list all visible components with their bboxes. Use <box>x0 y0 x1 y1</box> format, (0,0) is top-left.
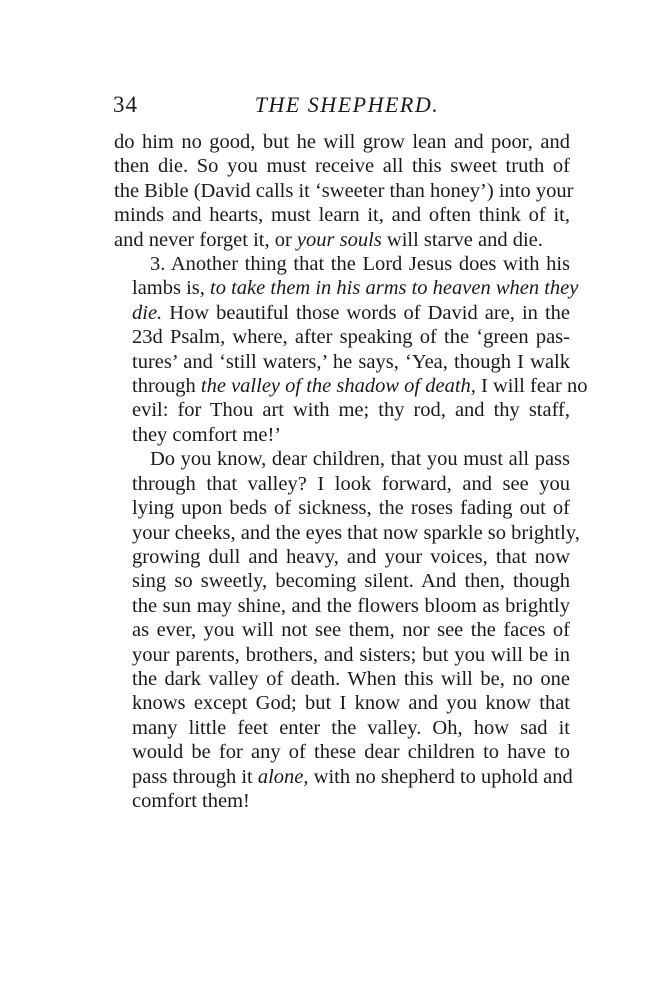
text-run: your cheeks, and the eyes that now sparkle so brightly, <box>132 521 580 544</box>
italic-text: the valley of the shadow of death, <box>200 375 476 398</box>
text-line <box>114 691 570 715</box>
text-run: as ever, you will not see them, nor see the faces of <box>132 619 570 642</box>
text-line <box>114 618 570 642</box>
text-run: lambs is, <box>132 277 211 300</box>
body-text <box>114 130 588 813</box>
text-line <box>114 643 570 667</box>
text-line <box>114 350 570 374</box>
text-run: the dark valley of death. When this will be, no one <box>132 667 570 690</box>
text-line <box>114 154 570 178</box>
text-run: do him no good, but he will grow lean and poor, and <box>114 131 570 153</box>
text-run: with no shepherd to uphold and <box>308 765 573 788</box>
text-line <box>114 716 570 740</box>
text-run: the sun may shine, and the flowers bloom as brightly <box>132 594 570 617</box>
text-run: comfort them! <box>132 789 250 812</box>
text-run: knows except God; but I know and you know that <box>132 692 570 715</box>
text-line <box>114 789 570 813</box>
running-title: THE SHEPHERD. <box>254 92 440 117</box>
text-run: tures’ and ‘still waters,’ he says, ‘Yea, though I walk <box>132 350 570 373</box>
text-line <box>114 423 570 447</box>
italic-text: die. <box>132 301 163 324</box>
text-run: 3. Another thing that the Lord Jesus does with his <box>150 253 570 276</box>
text-line <box>114 667 570 691</box>
running-head <box>113 88 571 122</box>
text-run: pass through it <box>132 765 258 788</box>
text-run: evil: for Thou art with me; thy rod, and thy staff, <box>132 399 570 422</box>
text-line <box>114 374 588 398</box>
text-line <box>114 228 570 252</box>
text-line <box>114 276 579 300</box>
text-line <box>114 545 570 569</box>
text-line <box>114 325 570 349</box>
text-run: and never forget it, or <box>114 228 297 251</box>
text-line <box>114 740 570 764</box>
text-run: will starve and die. <box>381 228 543 251</box>
text-line <box>114 301 570 325</box>
text-run: the Bible (David calls it ‘sweeter than honey’) into your <box>114 179 574 202</box>
text-line <box>114 521 580 545</box>
italic-text: to take them in his arms to heaven when they <box>210 277 579 300</box>
text-line <box>114 472 570 496</box>
text-run: through <box>132 375 201 398</box>
text-line <box>114 447 570 471</box>
text-run: lying upon beds of sickness, the roses fading out of <box>132 497 570 520</box>
page-number: 34 <box>113 92 138 117</box>
text-line <box>114 398 570 422</box>
text-run: I will fear no <box>475 375 588 398</box>
text-line <box>114 203 570 227</box>
text-line <box>114 130 570 154</box>
text-run: would be for any of these dear children to have to <box>132 741 570 764</box>
text-run: many little feet enter the valley. Oh, how sad it <box>132 716 570 739</box>
text-run: then die. So you must receive all this sweet truth of <box>114 155 570 178</box>
text-run: through that valley? I look forward, and see you <box>132 472 570 495</box>
text-run: Do you know, dear children, that you must all pass <box>150 448 570 471</box>
text-line <box>114 765 573 789</box>
italic-text: your souls <box>296 228 382 251</box>
paragraph <box>114 447 580 813</box>
text-line <box>114 496 570 520</box>
text-run: they comfort me!’ <box>132 423 282 446</box>
text-run: How beautiful those words of David are, in the <box>162 301 570 324</box>
text-run: sing so sweetly, becoming silent. And then, though <box>132 570 570 593</box>
italic-text: alone, <box>257 765 309 788</box>
paragraph <box>114 130 574 252</box>
text-run: growing dull and heavy, and your voices, that now <box>132 545 570 568</box>
text-line <box>114 594 570 618</box>
text-run: minds and hearts, must learn it, and often think of it, <box>114 204 570 227</box>
text-run: 23d Psalm, where, after speaking of the ‘green pas- <box>132 326 570 349</box>
paragraph <box>114 252 588 447</box>
text-line <box>114 252 570 276</box>
text-run: your parents, brothers, and sisters; but you will be in <box>132 643 570 666</box>
text-line <box>114 569 570 593</box>
text-line <box>114 179 574 203</box>
